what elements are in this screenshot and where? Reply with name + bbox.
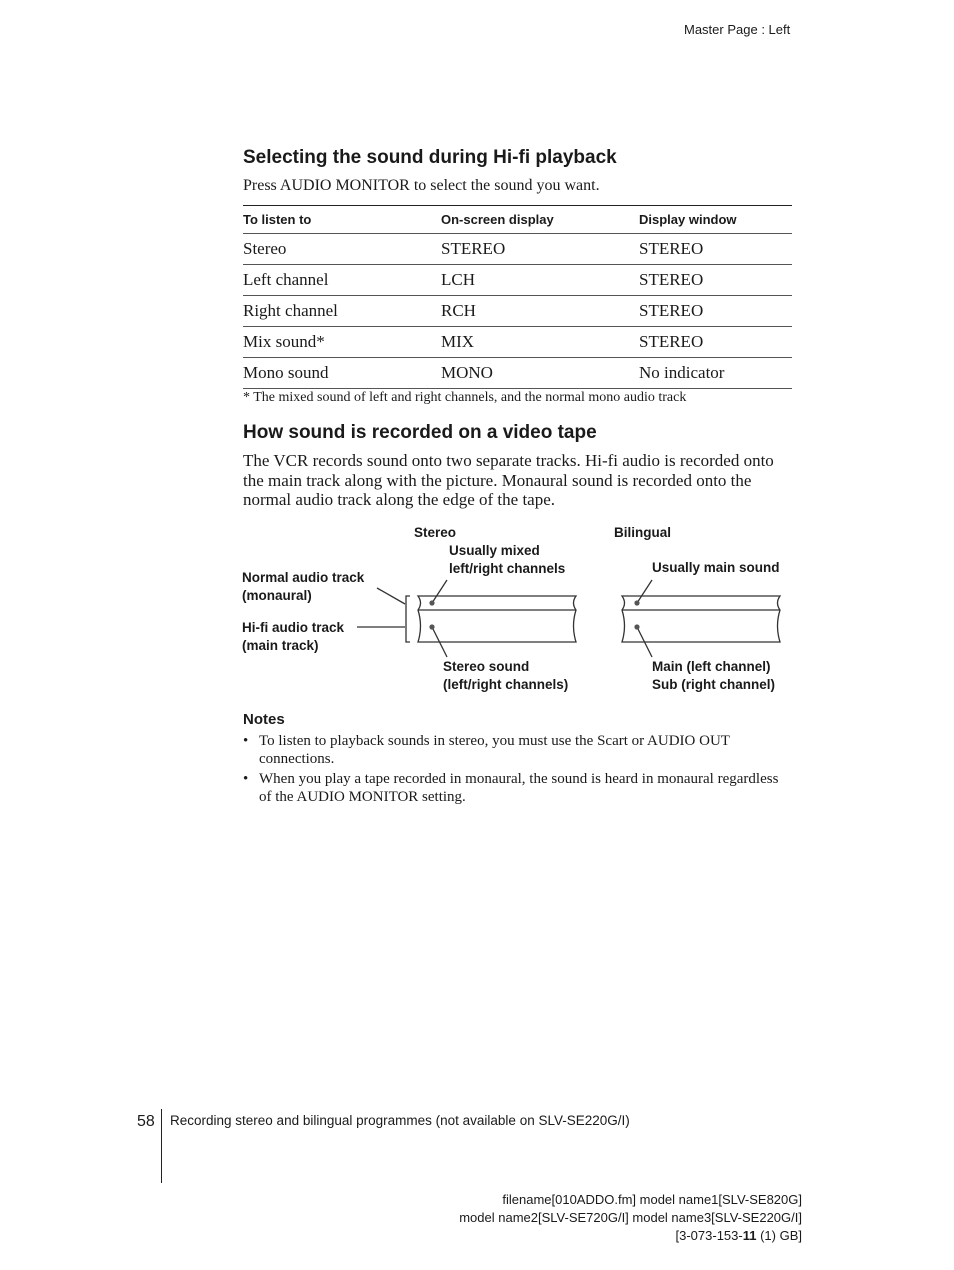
label-line: Hi-fi audio track	[242, 620, 345, 635]
section-title-hifi-playback: Selecting the sound during Hi-fi playback	[243, 147, 617, 168]
track-marker-dot	[634, 624, 639, 629]
track-marker-dot	[429, 600, 434, 605]
table-cell: Stereo	[243, 234, 441, 265]
model-line: model name2[SLV-SE720G/I] model name3[SLV-SE220G/I]	[459, 1210, 802, 1225]
note-item	[243, 732, 783, 768]
table-cell: Left channel	[243, 265, 441, 296]
bilingual-heading: Bilingual	[614, 525, 671, 540]
pointer-line	[377, 588, 405, 604]
table-cell: No indicator	[639, 358, 792, 389]
bilingual-bottom-label	[652, 658, 775, 694]
hifi-track-label	[242, 619, 344, 655]
track-bracket	[406, 596, 410, 642]
stereo-tape-outline	[418, 596, 576, 642]
column-header: To listen to	[243, 206, 441, 234]
bullet: •	[243, 771, 249, 787]
page-number: 58	[137, 1113, 155, 1130]
part-code-suffix: (1) GB]	[756, 1228, 802, 1243]
part-code	[676, 1228, 802, 1243]
recording-paragraph: The VCR records sound onto two separate tracks. Hi-fi audio is recorded onto the main track along with the picture. Monaural sound is recorded onto the normal audio track along the edge of the tape.	[243, 451, 774, 509]
pointer-line	[637, 580, 652, 603]
table-cell: MIX	[441, 327, 639, 358]
footer-divider	[161, 1109, 162, 1183]
label-line: Main (left channel)	[652, 659, 771, 674]
stereo-bottom-label	[443, 658, 568, 694]
part-code-bold: 11	[742, 1228, 757, 1243]
table-cell: STEREO	[441, 234, 639, 265]
table-cell: Right channel	[243, 296, 441, 327]
table-cell: Mix sound*	[243, 327, 441, 358]
label-line: (monaural)	[242, 588, 312, 603]
part-code-prefix: [3-073-153-	[675, 1228, 743, 1243]
stereo-top-label	[449, 542, 565, 578]
filename-line: filename[010ADDO.fm] model name1[SLV-SE820G]	[502, 1192, 802, 1207]
normal-track-label	[242, 569, 364, 605]
track-marker-dot	[634, 600, 639, 605]
track-marker-dot	[429, 624, 434, 629]
label-line: left/right channels	[449, 561, 566, 576]
label-line: (main track)	[242, 638, 319, 653]
column-header: On-screen display	[441, 206, 639, 234]
bullet: •	[243, 733, 249, 749]
label-line: Sub (right channel)	[652, 677, 775, 692]
note-text: To listen to playback sounds in stereo, you must use the Scart or AUDIO OUT connections.	[259, 733, 730, 767]
note-text: When you play a tape recorded in monaural, the sound is heard in monaural regardless of the AUDIO MONITOR setting.	[259, 771, 779, 805]
table-cell: STEREO	[639, 296, 792, 327]
column-header: Display window	[639, 206, 792, 234]
label-line: (left/right channels)	[443, 677, 569, 692]
table-footnote: * The mixed sound of left and right channels, and the normal mono audio track	[243, 390, 687, 405]
table-cell: RCH	[441, 296, 639, 327]
table-cell: Mono sound	[243, 358, 441, 389]
pointer-line	[432, 580, 447, 603]
table-cell: MONO	[441, 358, 639, 389]
label-line: Normal audio track	[242, 570, 365, 585]
table-cell: STEREO	[639, 327, 792, 358]
running-title: Recording stereo and bilingual programmes (not available on SLV-SE220G/I)	[170, 1113, 630, 1128]
bilingual-tape-outline	[622, 596, 780, 642]
stereo-heading: Stereo	[414, 525, 457, 540]
label-line: Stereo sound	[443, 659, 530, 674]
table-cell: STEREO	[639, 265, 792, 296]
section-title-recording: How sound is recorded on a video tape	[243, 422, 597, 443]
table-cell: STEREO	[639, 234, 792, 265]
intro-text: Press AUDIO MONITOR to select the sound you want.	[243, 177, 600, 194]
table-cell: LCH	[441, 265, 639, 296]
notes-heading: Notes	[243, 711, 285, 728]
bilingual-top-label: Usually main sound	[652, 560, 780, 575]
master-page-label: Master Page : Left	[684, 22, 791, 37]
note-item	[243, 770, 783, 806]
label-line: Usually mixed	[449, 543, 540, 558]
